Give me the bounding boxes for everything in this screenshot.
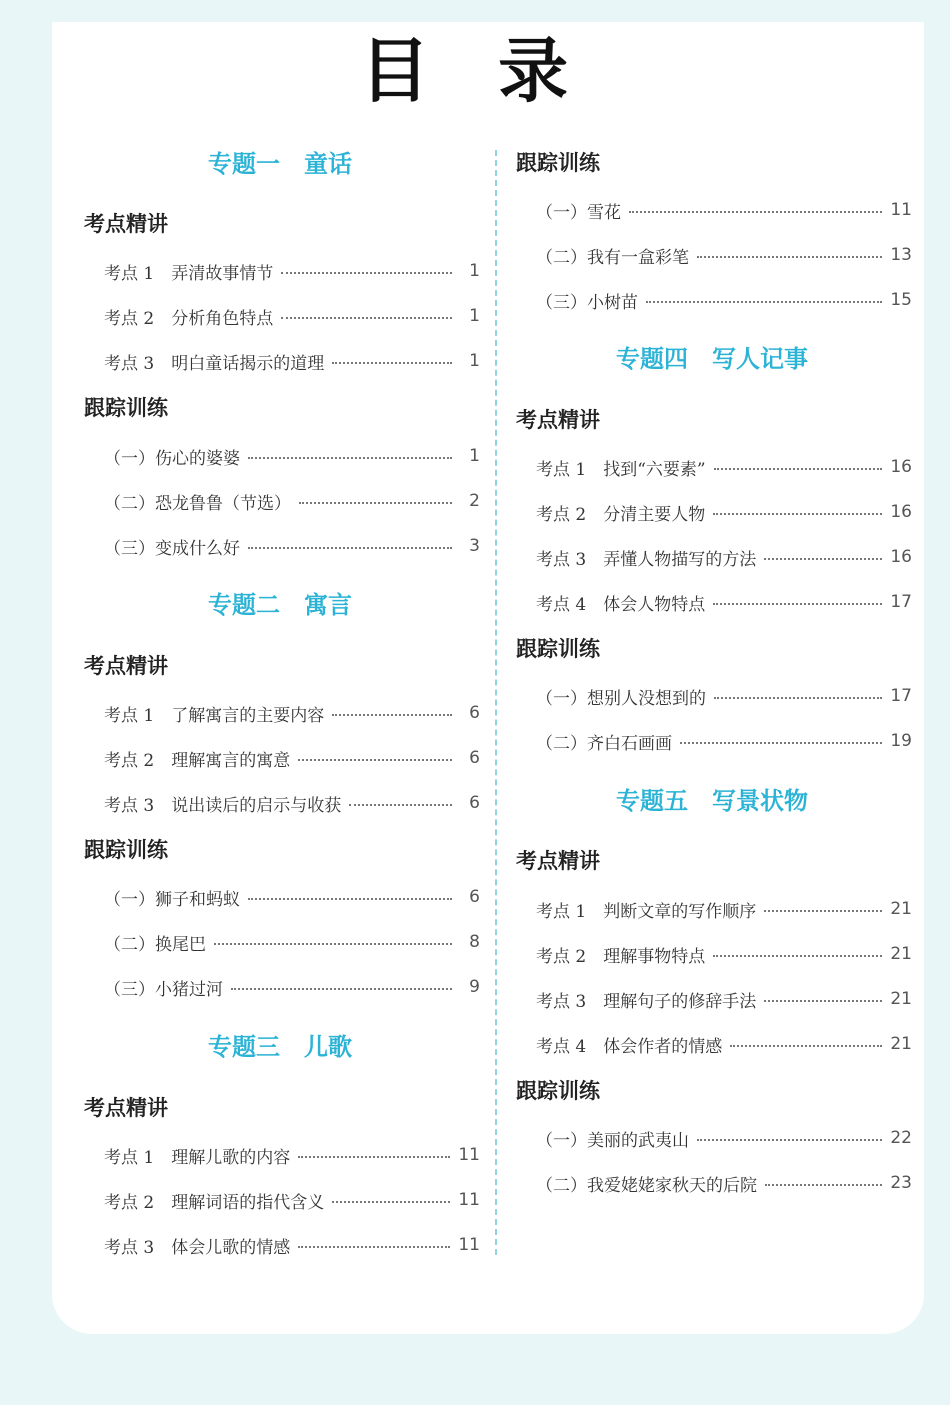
entry-label: 考点 4 体会人物特点: [536, 594, 706, 615]
section-heading: 跟踪训练: [516, 151, 600, 175]
entry-page: 1: [469, 351, 480, 371]
entry-page: 19: [890, 731, 912, 751]
dot-leader: [332, 1201, 450, 1203]
section-heading: 跟踪训练: [516, 637, 600, 661]
dot-leader: [713, 603, 882, 605]
toc-entry[interactable]: [536, 986, 912, 1012]
dot-leader: [332, 714, 452, 716]
topic-heading: 专题五 写景状物: [616, 787, 808, 815]
toc-entry[interactable]: [104, 974, 480, 1000]
dot-leader: [680, 742, 882, 744]
toc-entry[interactable]: [536, 941, 912, 967]
entry-label: （二）我有一盒彩笔: [536, 247, 689, 268]
dot-leader: [764, 558, 882, 560]
toc-entry[interactable]: [536, 1170, 912, 1196]
entry-page: 21: [890, 989, 912, 1009]
toc-entry[interactable]: [536, 589, 912, 615]
toc-entry[interactable]: [536, 683, 912, 709]
dot-leader: [298, 759, 452, 761]
entry-page: 16: [890, 502, 912, 522]
entry-page: 23: [890, 1173, 912, 1193]
dot-leader: [231, 988, 452, 990]
entry-label: 考点 2 分清主要人物: [536, 504, 706, 525]
toc-entry[interactable]: [104, 929, 480, 955]
entry-label: （三）变成什么好: [104, 538, 240, 559]
toc-entry[interactable]: [104, 303, 480, 329]
entry-page: 11: [458, 1190, 480, 1210]
dot-leader: [629, 211, 882, 213]
dot-leader: [713, 955, 882, 957]
toc-entry[interactable]: [104, 258, 480, 284]
section-heading: 考点精讲: [516, 408, 600, 432]
entry-page: 6: [469, 748, 480, 768]
entry-page: 16: [890, 547, 912, 567]
entry-label: 考点 2 分析角色特点: [104, 308, 274, 329]
toc-entry[interactable]: [536, 544, 912, 570]
toc-entry[interactable]: [536, 728, 912, 754]
entry-page: 21: [890, 899, 912, 919]
dot-leader: [298, 1246, 450, 1248]
entry-label: （一）雪花: [536, 202, 621, 223]
entry-label: 考点 3 体会儿歌的情感: [104, 1237, 291, 1258]
entry-label: （二）换尾巴: [104, 934, 206, 955]
toc-entry[interactable]: [104, 700, 480, 726]
entry-page: 3: [469, 536, 480, 556]
toc-entry[interactable]: [104, 1142, 480, 1168]
entry-label: （二）恐龙鲁鲁（节选）: [104, 493, 291, 514]
dot-leader: [765, 1184, 882, 1186]
dot-leader: [299, 502, 452, 504]
entry-label: 考点 1 找到“六要素”: [536, 459, 706, 480]
section-heading: 跟踪训练: [516, 1079, 600, 1103]
topic-heading: 专题三 儿歌: [208, 1033, 352, 1061]
entry-label: 考点 1 弄清故事情节: [104, 263, 274, 284]
entry-page: 1: [469, 261, 480, 281]
entry-page: 8: [469, 932, 480, 952]
entry-label: 考点 3 理解句子的修辞手法: [536, 991, 757, 1012]
entry-label: （三）小树苗: [536, 292, 638, 313]
entry-label: （二）齐白石画画: [536, 733, 672, 754]
dot-leader: [349, 804, 452, 806]
entry-page: 11: [458, 1145, 480, 1165]
entry-page: 21: [890, 1034, 912, 1054]
entry-label: （一）伤心的婆婆: [104, 448, 240, 469]
dot-leader: [332, 362, 452, 364]
dot-leader: [214, 943, 452, 945]
dot-leader: [281, 317, 452, 319]
dot-leader: [764, 1000, 882, 1002]
entry-page: 17: [890, 686, 912, 706]
entry-label: 考点 2 理解事物特点: [536, 946, 706, 967]
dot-leader: [248, 547, 452, 549]
toc-entry[interactable]: [536, 287, 912, 313]
toc-entry[interactable]: [536, 1125, 912, 1151]
toc-entry[interactable]: [104, 1187, 480, 1213]
dot-leader: [764, 910, 882, 912]
toc-entry[interactable]: [104, 745, 480, 771]
entry-page: 1: [469, 446, 480, 466]
entry-label: 考点 2 理解词语的指代含义: [104, 1192, 325, 1213]
entry-page: 21: [890, 944, 912, 964]
entry-page: 13: [890, 245, 912, 265]
section-heading: 考点精讲: [84, 212, 168, 236]
dot-leader: [281, 272, 452, 274]
entry-label: 考点 1 理解儿歌的内容: [104, 1147, 291, 1168]
entry-page: 17: [890, 592, 912, 612]
entry-page: 2: [469, 491, 480, 511]
entry-page: 6: [469, 793, 480, 813]
dot-leader: [714, 697, 882, 699]
toc-entry[interactable]: [536, 499, 912, 525]
entry-label: 考点 1 了解寓言的主要内容: [104, 705, 325, 726]
section-heading: 考点精讲: [84, 1096, 168, 1120]
entry-label: （一）想别人没想到的: [536, 688, 706, 709]
section-heading: 跟踪训练: [84, 396, 168, 420]
dot-leader: [713, 513, 882, 515]
entry-label: 考点 2 理解寓言的寓意: [104, 750, 291, 771]
toc-entry[interactable]: [104, 884, 480, 910]
entry-page: 16: [890, 457, 912, 477]
entry-page: 15: [890, 290, 912, 310]
column-divider: [495, 150, 497, 1255]
dot-leader: [730, 1045, 882, 1047]
toc-entry[interactable]: [536, 242, 912, 268]
entry-page: 6: [469, 887, 480, 907]
dot-leader: [697, 256, 882, 258]
toc-entry[interactable]: [536, 197, 912, 223]
entry-label: 考点 3 说出读后的启示与收获: [104, 795, 342, 816]
entry-page: 11: [458, 1235, 480, 1255]
dot-leader: [298, 1156, 450, 1158]
entry-page: 9: [469, 977, 480, 997]
entry-label: 考点 1 判断文章的写作顺序: [536, 901, 757, 922]
topic-heading: 专题四 写人记事: [616, 345, 808, 373]
toc-entry[interactable]: [536, 454, 912, 480]
topic-heading: 专题二 寓言: [208, 591, 352, 619]
entry-label: 考点 4 体会作者的情感: [536, 1036, 723, 1057]
toc-entry[interactable]: [104, 790, 480, 816]
entry-label: （二）我爱姥姥家秋天的后院: [536, 1175, 757, 1196]
section-heading: 考点精讲: [84, 654, 168, 678]
entry-label: 考点 3 明白童话揭示的道理: [104, 353, 325, 374]
entry-page: 11: [890, 200, 912, 220]
dot-leader: [248, 898, 452, 900]
section-heading: 考点精讲: [516, 849, 600, 873]
toc-entry[interactable]: [536, 896, 912, 922]
entry-page: 6: [469, 703, 480, 723]
entry-label: （一）美丽的武夷山: [536, 1130, 689, 1151]
dot-leader: [248, 457, 452, 459]
entry-page: 22: [890, 1128, 912, 1148]
page-title: 目 录: [359, 30, 591, 112]
entry-label: （一）狮子和蚂蚁: [104, 889, 240, 910]
toc-entry[interactable]: [104, 1232, 480, 1258]
dot-leader: [714, 468, 883, 470]
entry-page: 1: [469, 306, 480, 326]
toc-entry[interactable]: [104, 533, 480, 559]
topic-heading: 专题一 童话: [208, 150, 352, 178]
dot-leader: [646, 301, 882, 303]
entry-label: （三）小猪过河: [104, 979, 223, 1000]
toc-entry[interactable]: [104, 348, 480, 374]
section-heading: 跟踪训练: [84, 838, 168, 862]
entry-label: 考点 3 弄懂人物描写的方法: [536, 549, 757, 570]
dot-leader: [697, 1139, 882, 1141]
toc-entry[interactable]: [104, 443, 480, 469]
toc-entry[interactable]: [104, 488, 480, 514]
toc-entry[interactable]: [536, 1031, 912, 1057]
